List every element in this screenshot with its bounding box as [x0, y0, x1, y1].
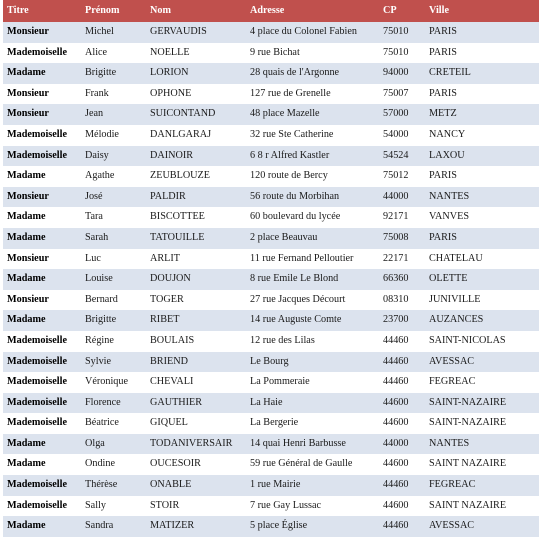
cell-titre: Mademoiselle — [3, 413, 81, 434]
cell-titre: Mademoiselle — [3, 146, 81, 167]
cell-titre: Madame — [3, 228, 81, 249]
cell-ville: PARIS — [425, 228, 539, 249]
cell-nom: DOUJON — [146, 269, 246, 290]
table-body — [3, 22, 539, 537]
cell-nom: BISCOTTEE — [146, 207, 246, 228]
cell-prenom: Régine — [81, 331, 146, 352]
cell-nom: GIQUEL — [146, 413, 246, 434]
cell-titre: Mademoiselle — [3, 393, 81, 414]
cell-cp: 44460 — [379, 475, 425, 496]
cell-titre: Madame — [3, 516, 81, 537]
cell-nom: NOELLE — [146, 43, 246, 64]
cell-ville: PARIS — [425, 84, 539, 105]
cell-cp: 44460 — [379, 331, 425, 352]
cell-ville: NANCY — [425, 125, 539, 146]
cell-ville: OLETTE — [425, 269, 539, 290]
cell-adresse: 14 rue Auguste Comte — [246, 310, 379, 331]
cell-nom: GERVAUDIS — [146, 22, 246, 43]
cell-prenom: Thérèse — [81, 475, 146, 496]
cell-cp: 75007 — [379, 84, 425, 105]
cell-prenom: Luc — [81, 249, 146, 270]
cell-prenom: Daisy — [81, 146, 146, 167]
cell-adresse: 12 rue des Lilas — [246, 331, 379, 352]
header-prenom: Prénom — [81, 0, 146, 22]
table-row — [3, 310, 539, 331]
table-row — [3, 269, 539, 290]
cell-prenom: Brigitte — [81, 63, 146, 84]
cell-adresse: 7 rue Gay Lussac — [246, 496, 379, 517]
table-row — [3, 43, 539, 64]
cell-titre: Mademoiselle — [3, 43, 81, 64]
cell-adresse: 48 place Mazelle — [246, 104, 379, 125]
cell-prenom: Jean — [81, 104, 146, 125]
table-row — [3, 413, 539, 434]
cell-titre: Madame — [3, 166, 81, 187]
cell-titre: Monsieur — [3, 187, 81, 208]
cell-titre: Mademoiselle — [3, 352, 81, 373]
table-row — [3, 146, 539, 167]
cell-cp: 94000 — [379, 63, 425, 84]
cell-ville: PARIS — [425, 22, 539, 43]
cell-adresse: 8 rue Emile Le Blond — [246, 269, 379, 290]
cell-ville: FEGREAC — [425, 372, 539, 393]
cell-titre: Mademoiselle — [3, 372, 81, 393]
cell-prenom: Béatrice — [81, 413, 146, 434]
cell-prenom: Véronique — [81, 372, 146, 393]
cell-titre: Monsieur — [3, 104, 81, 125]
cell-cp: 44600 — [379, 496, 425, 517]
cell-titre: Monsieur — [3, 290, 81, 311]
cell-adresse: 60 boulevard du lycée — [246, 207, 379, 228]
cell-nom: SUICONTAND — [146, 104, 246, 125]
cell-prenom: Sally — [81, 496, 146, 517]
cell-cp: 75010 — [379, 22, 425, 43]
cell-nom: CHEVALI — [146, 372, 246, 393]
cell-cp: 54524 — [379, 146, 425, 167]
cell-ville: METZ — [425, 104, 539, 125]
cell-adresse: 5 place Église — [246, 516, 379, 537]
table-row — [3, 393, 539, 414]
cell-nom: DANLGARAJ — [146, 125, 246, 146]
cell-adresse: 6 8 r Alfred Kastler — [246, 146, 379, 167]
cell-titre: Madame — [3, 269, 81, 290]
cell-nom: TATOUILLE — [146, 228, 246, 249]
table-row — [3, 63, 539, 84]
cell-ville: SAINT NAZAIRE — [425, 496, 539, 517]
table-row — [3, 228, 539, 249]
cell-adresse: La Haie — [246, 393, 379, 414]
cell-ville: FEGREAC — [425, 475, 539, 496]
table-row — [3, 166, 539, 187]
cell-prenom: José — [81, 187, 146, 208]
table-row — [3, 187, 539, 208]
cell-ville: NANTES — [425, 187, 539, 208]
header-row — [3, 0, 539, 22]
table-row — [3, 290, 539, 311]
cell-nom: ARLIT — [146, 249, 246, 270]
cell-adresse: Le Bourg — [246, 352, 379, 373]
cell-adresse: 120 route de Bercy — [246, 166, 379, 187]
cell-cp: 44600 — [379, 393, 425, 414]
table-row — [3, 434, 539, 455]
cell-adresse: 14 quai Henri Barbusse — [246, 434, 379, 455]
cell-ville: SAINT-NICOLAS — [425, 331, 539, 352]
cell-titre: Monsieur — [3, 22, 81, 43]
cell-titre: Mademoiselle — [3, 331, 81, 352]
cell-ville: SAINT-NAZAIRE — [425, 393, 539, 414]
cell-nom: RIBET — [146, 310, 246, 331]
cell-titre: Madame — [3, 310, 81, 331]
cell-titre: Monsieur — [3, 249, 81, 270]
cell-adresse: 127 rue de Grenelle — [246, 84, 379, 105]
cell-adresse: La Pommeraie — [246, 372, 379, 393]
table-row — [3, 516, 539, 537]
cell-titre: Madame — [3, 454, 81, 475]
cell-adresse: La Bergerie — [246, 413, 379, 434]
contacts-table — [3, 0, 539, 537]
cell-ville: AVESSAC — [425, 516, 539, 537]
cell-prenom: Tara — [81, 207, 146, 228]
cell-ville: SAINT-NAZAIRE — [425, 413, 539, 434]
cell-prenom: Frank — [81, 84, 146, 105]
cell-adresse: 4 place du Colonel Fabien — [246, 22, 379, 43]
cell-prenom: Alice — [81, 43, 146, 64]
cell-ville: CHATELAU — [425, 249, 539, 270]
cell-adresse: 56 route du Morbihan — [246, 187, 379, 208]
cell-cp: 08310 — [379, 290, 425, 311]
cell-titre: Madame — [3, 63, 81, 84]
cell-ville: LAXOU — [425, 146, 539, 167]
table-row — [3, 249, 539, 270]
header-titre: Titre — [3, 0, 81, 22]
cell-prenom: Sylvie — [81, 352, 146, 373]
cell-cp: 23700 — [379, 310, 425, 331]
cell-cp: 44600 — [379, 454, 425, 475]
cell-prenom: Mélodie — [81, 125, 146, 146]
cell-prenom: Sarah — [81, 228, 146, 249]
cell-titre: Monsieur — [3, 84, 81, 105]
cell-ville: PARIS — [425, 166, 539, 187]
cell-ville: VANVES — [425, 207, 539, 228]
cell-ville: SAINT NAZAIRE — [425, 454, 539, 475]
cell-cp: 44600 — [379, 413, 425, 434]
cell-cp: 57000 — [379, 104, 425, 125]
header-adresse: Adresse — [246, 0, 379, 22]
table-row — [3, 104, 539, 125]
table-header — [3, 0, 539, 22]
cell-adresse: 9 rue Bichat — [246, 43, 379, 64]
cell-nom: MATIZER — [146, 516, 246, 537]
table-row — [3, 475, 539, 496]
table-row — [3, 207, 539, 228]
cell-adresse: 28 quais de l'Argonne — [246, 63, 379, 84]
cell-titre: Mademoiselle — [3, 475, 81, 496]
header-cp: CP — [379, 0, 425, 22]
cell-cp: 75012 — [379, 166, 425, 187]
cell-nom: PALDIR — [146, 187, 246, 208]
cell-cp: 66360 — [379, 269, 425, 290]
cell-ville: AUZANCES — [425, 310, 539, 331]
cell-adresse: 2 place Beauvau — [246, 228, 379, 249]
cell-cp: 54000 — [379, 125, 425, 146]
cell-cp: 44460 — [379, 516, 425, 537]
cell-nom: STOIR — [146, 496, 246, 517]
cell-adresse: 59 rue Général de Gaulle — [246, 454, 379, 475]
cell-nom: BOULAIS — [146, 331, 246, 352]
cell-nom: GAUTHIER — [146, 393, 246, 414]
cell-ville: AVESSAC — [425, 352, 539, 373]
cell-cp: 44000 — [379, 434, 425, 455]
cell-prenom: Agathe — [81, 166, 146, 187]
cell-ville: PARIS — [425, 43, 539, 64]
cell-cp: 44460 — [379, 352, 425, 373]
cell-prenom: Brigitte — [81, 310, 146, 331]
table-row — [3, 496, 539, 517]
cell-adresse: 1 rue Mairie — [246, 475, 379, 496]
cell-adresse: 27 rue Jacques Décourt — [246, 290, 379, 311]
cell-titre: Madame — [3, 434, 81, 455]
cell-nom: ONABLE — [146, 475, 246, 496]
cell-cp: 92171 — [379, 207, 425, 228]
cell-prenom: Olga — [81, 434, 146, 455]
cell-prenom: Sandra — [81, 516, 146, 537]
table-row — [3, 84, 539, 105]
header-ville: Ville — [425, 0, 539, 22]
table-row — [3, 331, 539, 352]
cell-nom: TODANIVERSAIR — [146, 434, 246, 455]
cell-nom: ZEUBLOUZE — [146, 166, 246, 187]
cell-ville: CRETEIL — [425, 63, 539, 84]
table-row — [3, 125, 539, 146]
table-row — [3, 22, 539, 43]
cell-prenom: Florence — [81, 393, 146, 414]
cell-nom: LORION — [146, 63, 246, 84]
table-row — [3, 352, 539, 373]
header-nom: Nom — [146, 0, 246, 22]
cell-adresse: 11 rue Fernand Pelloutier — [246, 249, 379, 270]
table-row — [3, 372, 539, 393]
cell-prenom: Ondine — [81, 454, 146, 475]
cell-cp: 44000 — [379, 187, 425, 208]
cell-nom: TOGER — [146, 290, 246, 311]
cell-ville: JUNIVILLE — [425, 290, 539, 311]
cell-prenom: Bernard — [81, 290, 146, 311]
cell-nom: BRIEND — [146, 352, 246, 373]
cell-cp: 44460 — [379, 372, 425, 393]
cell-nom: OPHONE — [146, 84, 246, 105]
cell-cp: 75008 — [379, 228, 425, 249]
cell-titre: Mademoiselle — [3, 125, 81, 146]
cell-nom: OUCESOIR — [146, 454, 246, 475]
cell-titre: Mademoiselle — [3, 496, 81, 517]
cell-cp: 75010 — [379, 43, 425, 64]
cell-nom: DAINOIR — [146, 146, 246, 167]
cell-titre: Madame — [3, 207, 81, 228]
cell-prenom: Michel — [81, 22, 146, 43]
cell-ville: NANTES — [425, 434, 539, 455]
cell-prenom: Louise — [81, 269, 146, 290]
table-row — [3, 454, 539, 475]
cell-cp: 22171 — [379, 249, 425, 270]
cell-adresse: 32 rue Ste Catherine — [246, 125, 379, 146]
